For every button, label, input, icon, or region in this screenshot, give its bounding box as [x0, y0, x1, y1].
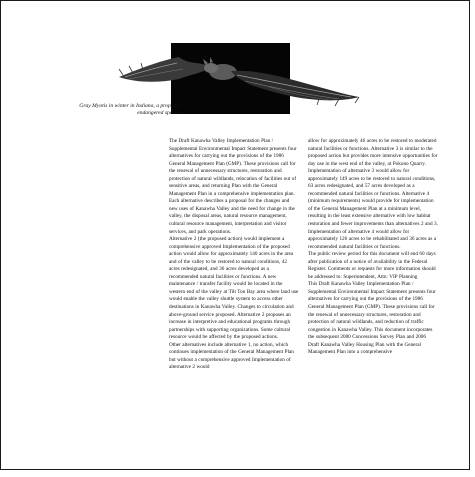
text-column-left: [169, 138, 299, 372]
paragraph: allow for approximately 46 acres to be restored to moderated natural facilities or functions. Alternative 3 is similar to the proposed action but provides more intensive opportunities for day use in the west end of the valley, at Pokono Quarry. Implementation of alternative 3 would allow for approximately 149 acres to be restored to natural conditions, 63 acres redesignated, and 57 acres developed as a recommended natural facilities or functions. Alternative 4 (minimum requirements) would provide for implementation of the General Management Plan at a minimum level, resulting in the least extensive alternative with low habitat restoration and fewer improvements than alternatives 2 and 3. Implementation of alternative 4 would allow for approximately 126 acres to be rehabilitated and 36 acres as a recommended natural facilities or functions.: [308, 138, 438, 250]
text-column-right: [308, 138, 438, 357]
figure-caption: Gray Myotis in winter in Indiana, a proposed endangered species: [79, 103, 181, 116]
paragraph: Alternative 2 (the proposed action) would implement a comprehensive approved Implementation of the proposed action would allow for approximately 140 acres in the area and of the valley to be restored to natural conditions, 42 acres redesignated, and 36 acres developed as a recommended natural facilities or functions. A new maintenance / transfer facility would be located in the western end of the valley at Tilt Ton Bay area where land use would enable the valley shuttle system to access other destinations in Kanawha Valley. Changes to circulation and above-ground service proposed. Alternative 2 proposes an increase in interpretive and educational programs through partnerships with supporting organizations. Some cultural resource would be affected by the proposed actions.: [169, 236, 299, 341]
paragraph: Other alternatives include alternative 1, no action, which continues implementation of the General Management Plan but without a comprehensive approved Implementation of alternative 2 would: [169, 341, 294, 371]
paragraph: The Draft Kanawha Valley Implementation Plan / Supplemental Environmental Impact Statement presents four alternatives for carrying out the provisions of the 1986 General Management Plan (GMP). These provisions call for the renewal of unnecessary structures, restoration and protection of natural wildlands, relocation of facilities out of sensitive areas, and returning Plan with the General Management Plan in a comprehensive implementation plan. Each alternative describes a proposal for the changes and new uses of Kanawha Valley and the need for change in the valley, the disposal areas, natural resource management, cultural resource management, interpretation and visitor services, and park operations.: [169, 138, 297, 235]
paragraph: This Draft Kanawha Valley Implementation Plan / Supplemental Environmental Impact Statement presents four alternatives for carrying out the provisions of the 1986 General Management Plan (GMP). These provisions call for the renewal of unnecessary structures, restoration and protection of natural wildlands, and reduction of traffic congestion in Kanawha Valley. This document incorporates the subsequent 2000 Concessions Survey Plan and 2006 Draft Kanawha Valley Housing Plan with the General Management Plan into a comprehensive: [308, 281, 436, 356]
paragraph: The public review period for this document will end 60 days after publication of a notice of availability in the Federal Register. Comments or requests for more information should be addressed to: Superintendent, Attn: VIP Planning: [308, 251, 436, 280]
